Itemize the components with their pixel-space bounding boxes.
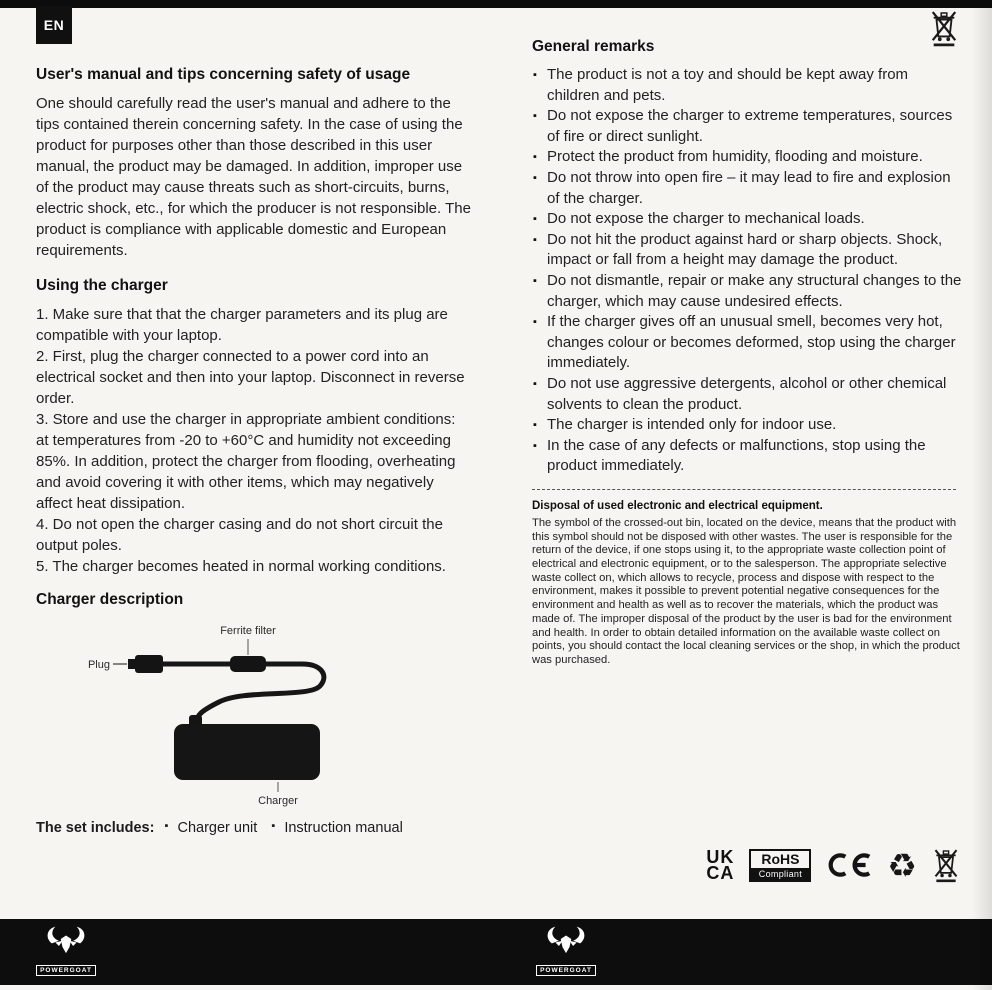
remark-item: ▪ In the case of any defects or malfunctions, stop using the product immediately. — [532, 436, 964, 477]
rohs-text: RoHS — [761, 850, 800, 867]
goat-logo-icon — [543, 924, 589, 954]
right-column — [532, 36, 964, 668]
using-step-3: 3. Store and use the charger in appropriate ambient conditions: at temperatures from -20 to +60°C and humidity not exceeding 85%. In addition, protect the charger from flooding, overheating and avoid covering it with other items, which may negatively affect heat dissipation. — [36, 411, 456, 512]
remark-item: ▪ Do not expose the charger to mechanical loads. — [532, 209, 964, 230]
using-step-5: 5. The charger becomes heated in normal working conditions. — [36, 558, 446, 575]
charger-description-heading: Charger description — [36, 591, 184, 608]
footer-band — [0, 919, 992, 985]
remark-item: ▪ If the charger gives off an unusual smell, becomes very hot, changes colour or becomes deformed, stop using the charger immediately. — [532, 312, 964, 374]
plug-tip — [128, 659, 135, 669]
dashed-separator — [532, 489, 956, 490]
general-remarks-heading: General remarks — [532, 38, 655, 55]
plug-body — [135, 655, 163, 673]
remark-item: ▪ The product is not a toy and should be kept away from children and pets. — [532, 65, 964, 106]
brand-name: POWERGOAT — [36, 965, 96, 976]
using-charger-heading: Using the charger — [36, 277, 168, 294]
using-step-2: 2. First, plug the charger connected to a power cord into an electrical socket and then into your laptop. Disconnect in reverse order. — [36, 348, 465, 407]
remark-item: ▪ Do not expose the charger to extreme temperatures, sources of fire or direct sunlight. — [532, 106, 964, 147]
recycle-icon: ♻ — [887, 845, 917, 885]
using-step-1: 1. Make sure that that the charger parameters and its plug are compatible with your laptop. — [36, 306, 448, 344]
charger-label: Charger — [258, 795, 298, 807]
usage-safety-paragraph: One should carefully read the user's manual and adhere to the tips contained therein concerning safety. In the case of using the product for purposes other than those described in this user manual, the product may be damaged. In addition, improper use of the product may cause threats such as short-circuits, burns, electric shock, etc., for which the producer is not responsible. The product is compliance with applicable domestic and European requirements. — [36, 95, 471, 259]
rohs-mark — [749, 849, 811, 882]
brand-logo — [34, 924, 98, 977]
using-step-4: 4. Do not open the charger casing and do not short circuit the output poles. — [36, 516, 443, 554]
ukca-line2: CA — [706, 863, 735, 883]
charger-diagram — [78, 618, 378, 808]
rohs-compliant-text: Compliant — [751, 868, 809, 880]
using-charger-steps — [36, 304, 472, 577]
remark-item: ▪ Do not throw into open fire – it may lead to fire and explosion of the charger. — [532, 168, 964, 209]
cable — [163, 664, 324, 723]
ferrite-bead — [230, 656, 266, 672]
disposal-paragraph: The symbol of the crossed-out bin, located on the device, means that the product with this symbol should not be disposed with other wastes. The user is responsible for the return of the device, if one stops using it, to the appropriate waste collection point of electrical and electronic equipment, or to the salesperson. The appropriate selective waste collect on, which allows to recycle, process and dispose with respect to the environment, makes it possible to prevent potential negative consequences for the environment and health as well as to recover the materials, which the product was made of. The improper disposal of the product by the user is bad for the environment and health. In order to obtain detailed information on the available waste collect on points, you should contact the local cleaning services or the shop, in which the product was purchased. — [532, 516, 960, 666]
usage-safety-heading: User's manual and tips concerning safety of usage — [36, 66, 411, 83]
plug-label: Plug — [87, 659, 110, 671]
certification-marks — [706, 846, 960, 884]
top-black-strip — [0, 0, 992, 8]
set-includes-item-1: ▪ Charger unit — [164, 820, 257, 836]
ce-mark-icon — [826, 852, 872, 878]
general-remarks-list — [532, 65, 964, 477]
left-column — [36, 64, 472, 836]
disposal-heading: Disposal of used electronic and electrical equipment. — [532, 499, 823, 512]
set-includes-line — [36, 820, 472, 836]
remark-item: ▪ Protect the product from humidity, flooding and moisture. — [532, 147, 964, 168]
charger-brick — [174, 724, 320, 780]
ferrite-filter-label: Ferrite filter — [220, 625, 276, 637]
weee-bin-icon — [932, 846, 960, 884]
charger-diagram-svg — [78, 618, 378, 808]
ukca-line1: UK — [706, 847, 735, 867]
remark-item: ▪ Do not dismantle, repair or make any structural changes to the charger, which may cause undesired effects. — [532, 271, 964, 312]
remark-item: ▪ Do not use aggressive detergents, alcohol or other chemical solvents to clean the product. — [532, 374, 964, 415]
brand-name: POWERGOAT — [536, 965, 596, 976]
scan-edge-shading — [972, 0, 992, 990]
ukca-mark — [706, 849, 734, 881]
remark-item: ▪ Do not hit the product against hard or sharp objects. Shock, impact or fall from a height may damage the product. — [532, 230, 964, 271]
set-includes-item-2: ▪ Instruction manual — [271, 820, 402, 836]
remark-item: ▪ The charger is intended only for indoor use. — [532, 415, 964, 436]
set-includes-label: The set includes: — [36, 820, 155, 836]
goat-logo-icon — [43, 924, 89, 954]
language-badge: EN — [36, 6, 72, 44]
brand-logo — [534, 924, 598, 977]
